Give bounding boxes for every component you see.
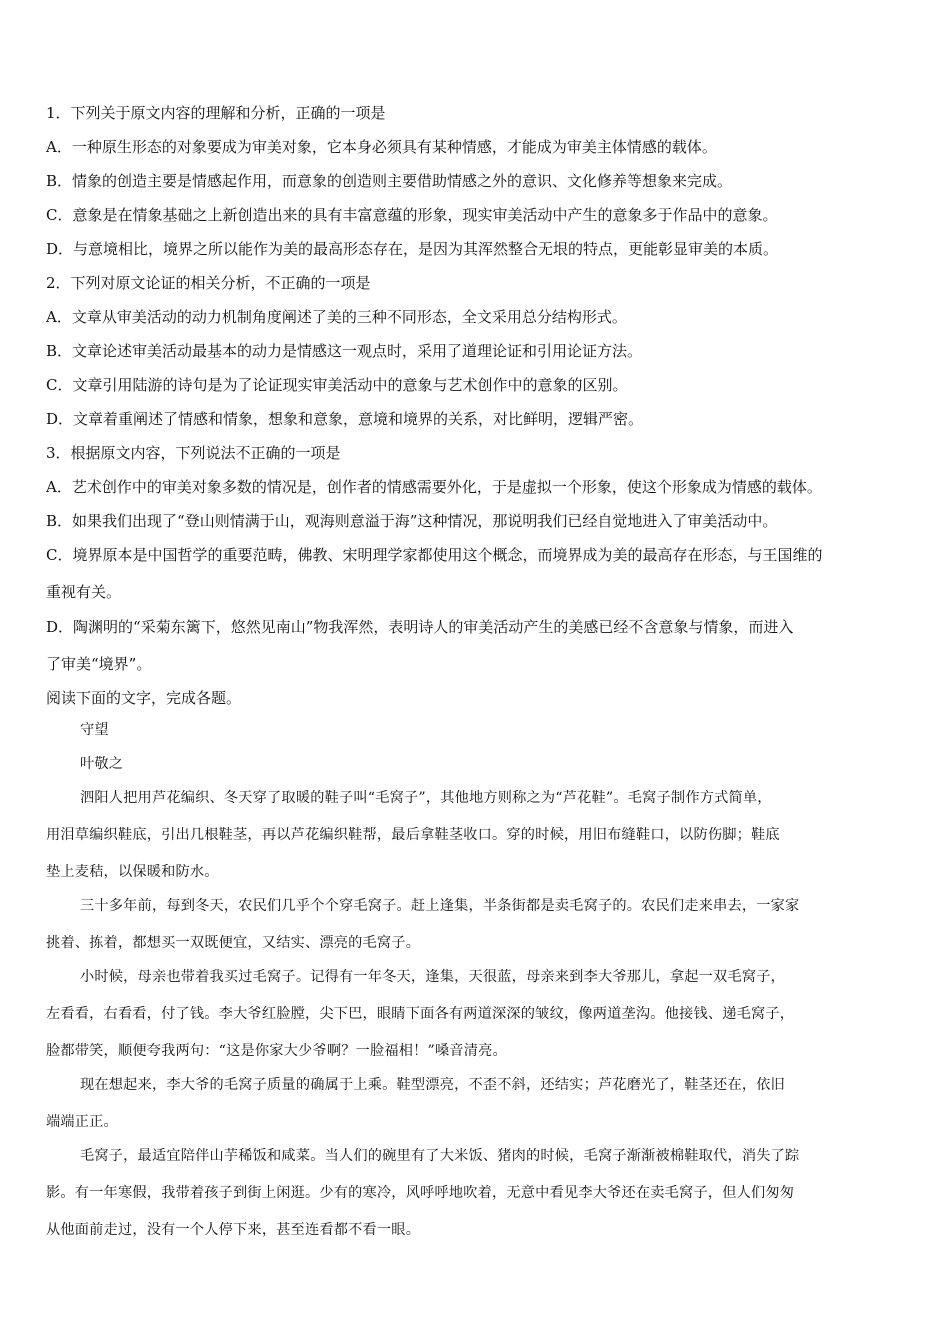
- question-3-option-c-line-2: 重视有关。: [46, 583, 122, 601]
- paragraph-5-line: 影。有一年寒假，我带着孩子到街上闲逛。少有的寒冷，风呼呼地吹着，无意中看见李大爷还在卖毛窝子，但人们匆匆: [46, 1185, 795, 1201]
- question-2-stem: 2．下列对原文论证的相关分析，不正确的一项是: [46, 274, 371, 292]
- question-3-option-a: A．艺术创作中的审美对象多数的情况是，创作者的情感需要外化，于是虚拟一个形象，使这个形象成为情感的载体。: [46, 478, 822, 496]
- question-3-option-d-line-1: D．陶渊明的“采菊东篱下，悠然见南山”物我浑然，表明诗人的审美活动产生的美感已经不含意象与情象，而进入: [46, 618, 794, 636]
- question-1-option-d: D．与意境相比，境界之所以能作为美的最高形态存在，是因为其浑然整合无垠的特点，更能彰显审美的本质。: [46, 240, 779, 258]
- question-2-option-a: A．文章从审美活动的动力机制角度阐述了美的三种不同形态，全文采用总分结构形式。: [46, 308, 627, 326]
- paragraph-1-line: 用泪草编织鞋底，引出几根鞋茎，再以芦花编织鞋帮，最后拿鞋茎收口。穿的时候，用旧布缝鞋口，以防伤脚；鞋底: [46, 827, 780, 843]
- paragraph-2-line: 三十多年前，每到冬天，农民们几乎个个穿毛窝子。赶上逢集，半条街都是卖毛窝子的。农民们走来串去，一家家: [80, 898, 800, 914]
- question-1-option-b: B．情象的创造主要是情感起作用，而意象的创造则主要借助情感之外的意识、文化修养等想象来完成。: [46, 172, 733, 190]
- question-3-option-b: B．如果我们出现了“登山则情满于山，观海则意溢于海”这种情况，那说明我们已经自觉地进入了审美活动中。: [46, 512, 778, 530]
- question-1-stem: 1．下列关于原文内容的理解和分析，正确的一项是: [46, 104, 386, 122]
- question-2-option-d: D．文章着重阐述了情感和情象，想象和意象，意境和境界的关系，对比鲜明，逻辑严密。: [46, 410, 644, 428]
- passage-title: 守望: [80, 722, 109, 738]
- question-3-stem: 3．根据原文内容，下列说法不正确的一项是: [46, 444, 341, 462]
- paragraph-3-line: 左看看，右看看，付了钱。李大爷红脸膛，尖下巴，眼睛下面各有两道深深的皱纹，像两道垄沟。他接钱、递毛窝子，: [46, 1006, 795, 1022]
- question-3-option-d-line-2: 了审美“境界”。: [46, 655, 152, 673]
- paragraph-4-line: 现在想起来，李大爷的毛窝子质量的确属于上乘。鞋型漂亮，不歪不斜，还结实；芦花磨光了，鞋茎还在，依旧: [80, 1077, 785, 1093]
- paragraph-3-line: 小时候，母亲也带着我买过毛窝子。记得有一年冬天，逢集，天很蓝，母亲来到李大爷那儿，拿起一双毛窝子，: [80, 969, 785, 985]
- question-1-option-a: A．一种原生形态的对象要成为审美对象，它本身必须具有某种情感，才能成为审美主体情感的载体。: [46, 138, 717, 156]
- paragraph-1-line: 垫上麦秸，以保暖和防水。: [46, 864, 219, 880]
- paragraph-2-line: 挑着、拣着，都想买一双既便宜，又结实、漂亮的毛窝子。: [46, 935, 421, 951]
- paragraph-3-line: 脸都带笑，顺便夸我两句：“这是你家大少爷啊？一脸福相！”嗓音清亮。: [46, 1043, 507, 1059]
- passage-author: 叶敬之: [80, 756, 124, 772]
- question-2-option-c: C．文章引用陆游的诗句是为了论证现实审美活动中的意象与艺术创作中的意象的区别。: [46, 376, 628, 394]
- question-2-option-b: B．文章论述审美活动最基本的动力是情感这一观点时，采用了道理论证和引用论证方法。: [46, 342, 643, 360]
- paragraph-5-line: 从他面前走过，没有一个人停下来，甚至连看都不看一眼。: [46, 1222, 421, 1238]
- question-3-option-c-line-1: C．境界原本是中国哲学的重要范畴，佛教、宋明理学家都使用这个概念，而境界成为美的最高存在形态，与王国维的: [46, 546, 823, 564]
- paragraph-4-line: 端端正正。: [46, 1114, 118, 1130]
- paragraph-5-line: 毛窝子，最适宜陪伴山芋稀饭和咸菜。当人们的碗里有了大米饭、猪肉的时候，毛窝子渐渐被棉鞋取代，消失了踪: [80, 1148, 800, 1164]
- question-1-option-c: C．意象是在情象基础之上新创造出来的具有丰富意蕴的形象，现实审美活动中产生的意象多于作品中的意象。: [46, 206, 778, 224]
- paragraph-1-line: 泗阳人把用芦花编织、冬天穿了取暖的鞋子叫“毛窝子”，其他地方则称之为“芦花鞋”。毛窝子制作方式简单，: [80, 790, 772, 806]
- reading-instruction: 阅读下面的文字，完成各题。: [46, 689, 242, 707]
